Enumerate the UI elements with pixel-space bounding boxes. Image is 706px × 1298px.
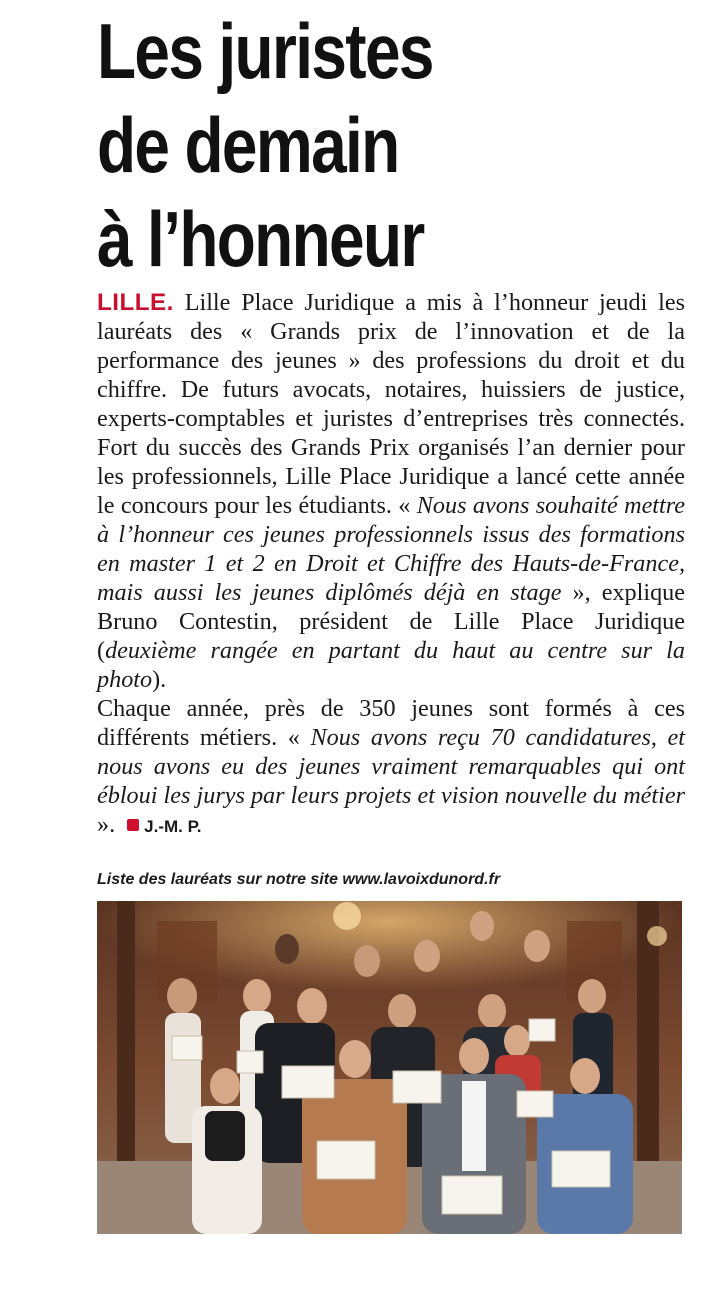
body-text: Chaque année, près de 350 jeunes sont formés à ces différents métiers. « (97, 695, 685, 751)
headline-line: de demain (97, 101, 399, 189)
headline-line: à l’honneur (97, 195, 424, 283)
body-text: », explique Bruno Contestin, président de Lille Place Juridique ( (97, 579, 685, 664)
paragraph (97, 288, 685, 694)
body-text: ). (152, 666, 167, 693)
caption: Liste des lauréats sur notre site www.lavoixdunord.fr (97, 871, 501, 888)
dateline: LILLE. (97, 289, 174, 316)
author-signature: J.-M. P. (144, 817, 202, 836)
body-text: Lille Place Juridique a mis à l’honneur jeudi les lauréats des « Grands prix de l’innovation et de la performance des jeunes » des professions du droit et du chiffre. De futurs avocats, notaires, huissiers de justice, experts-comptables et juristes d’entreprises très connectés. Fort du succès des Grands Prix organisés l’an dernier pour les professionnels, Lille Place Juridique a lancé cette année le concours pour les étudiants. « (97, 289, 685, 519)
quote: Nous avons reçu 70 candidatures, et nous avons eu des jeunes vraiment remarquables qui ont ébloui les jurys par leurs projets et vision nouvelle du métier (97, 724, 685, 809)
headline-line: Les juristes (97, 7, 433, 95)
article (97, 0, 685, 888)
quote: Nous avons souhaité mettre à l’honneur ces jeunes professionnels issus des formations en master 1 et 2 en Droit et Chiffre des Hauts-de-France, mais aussi les jeunes diplômés déjà en stage (97, 492, 685, 606)
photo-reference: deuxième rangée en partant du haut au centre sur la photo (97, 637, 685, 693)
article-body (97, 288, 685, 841)
headline (97, 0, 579, 286)
paragraph (97, 694, 685, 841)
body-text: ». (97, 811, 116, 838)
group-photo-illustration (97, 901, 682, 1234)
group-photo (97, 901, 682, 1234)
red-square-icon (127, 819, 139, 831)
